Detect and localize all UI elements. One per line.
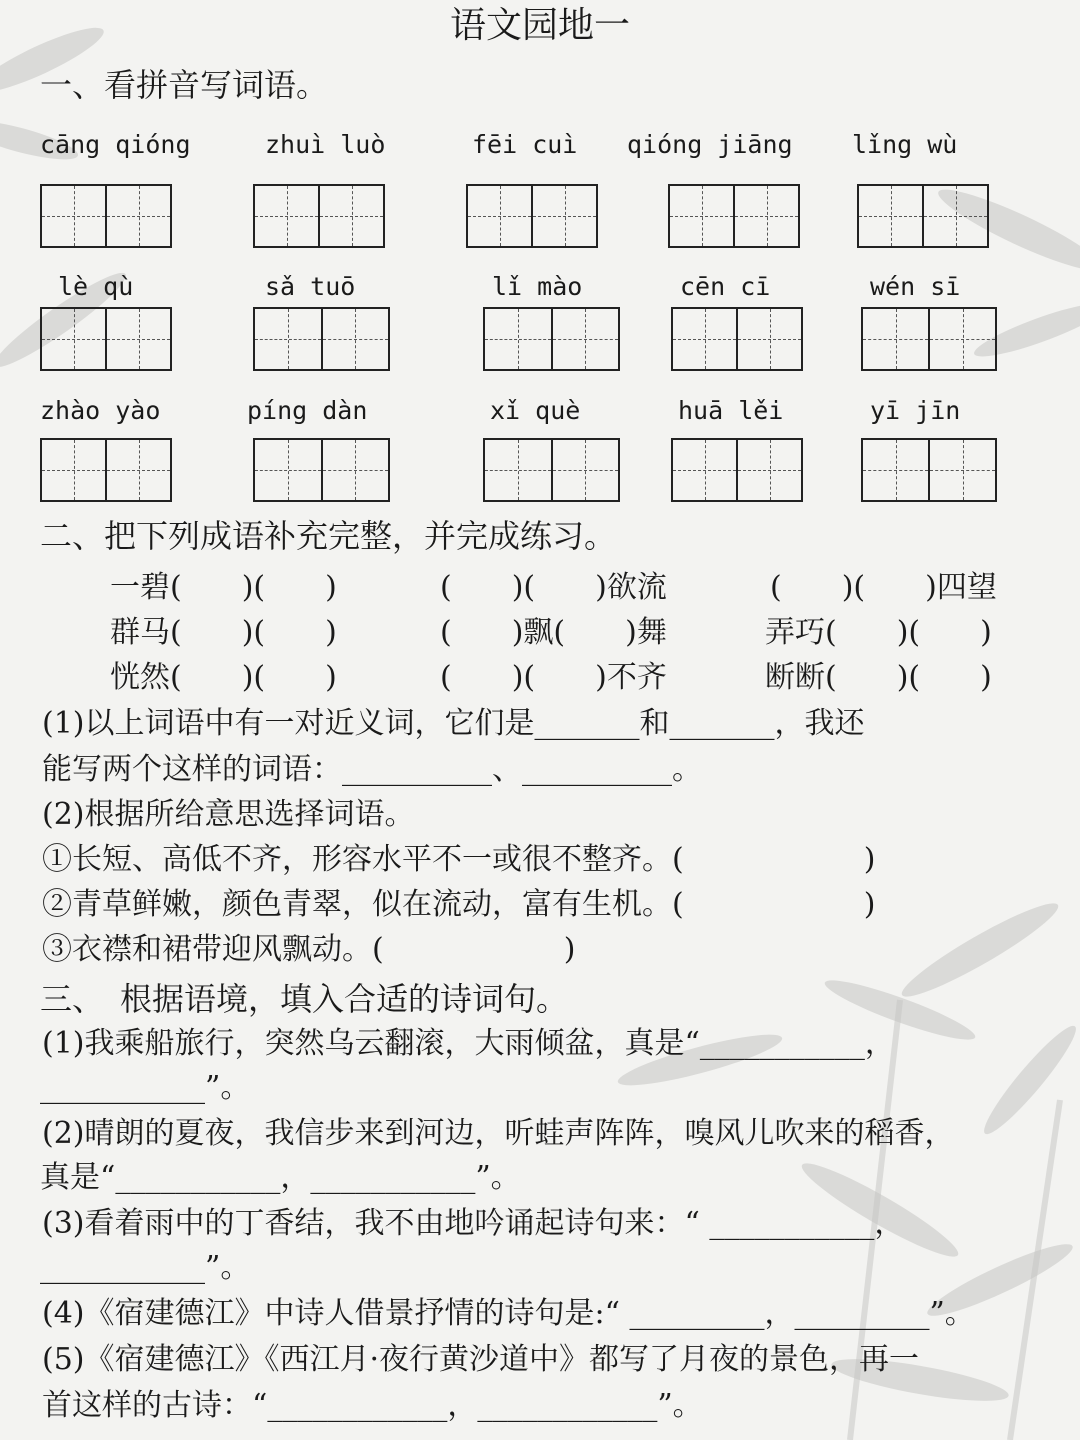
section-2-heading: 二、把下列成语补充完整，并完成练习。 bbox=[40, 517, 617, 555]
writing-grid[interactable] bbox=[861, 438, 997, 502]
writing-grid[interactable] bbox=[668, 184, 800, 248]
writing-grid[interactable] bbox=[483, 438, 620, 502]
pinyin-1-3: fēi cuì bbox=[472, 130, 578, 159]
idiom-fill: ( )飘( )舞 bbox=[440, 615, 667, 650]
pinyin-2-4: cēn cī bbox=[680, 272, 771, 301]
writing-grid[interactable] bbox=[253, 184, 385, 248]
question-line: ②青草鲜嫩，颜色青翠，似在流动，富有生机。( ) bbox=[42, 887, 876, 922]
question-line: (1)以上词语中有一对近义词，它们是_______和_______，我还 bbox=[42, 706, 865, 741]
idiom-fill: 一碧( )( ) bbox=[110, 570, 337, 605]
section-1-heading: 一、看拼音写词语。 bbox=[40, 66, 329, 104]
pinyin-3-4: huā lěi bbox=[678, 396, 784, 425]
idiom-fill: ( )( )不齐 bbox=[440, 660, 667, 695]
pinyin-1-1: cāng qióng bbox=[40, 130, 191, 159]
question-line: (1)我乘船旅行，突然乌云翻滚，大雨倾盆，真是“___________， bbox=[42, 1026, 895, 1061]
section-3-heading: 三、 根据语境，填入合适的诗词句。 bbox=[40, 980, 569, 1018]
writing-grid[interactable] bbox=[857, 184, 989, 248]
pinyin-3-2: píng dàn bbox=[247, 396, 368, 425]
pinyin-1-4: qióng jiāng bbox=[627, 130, 793, 159]
idiom-fill: 恍然( )( ) bbox=[110, 660, 337, 695]
question-line: 首这样的古诗：“____________，____________”。 bbox=[42, 1388, 703, 1423]
pinyin-3-3: xǐ què bbox=[490, 396, 581, 425]
writing-grid[interactable] bbox=[40, 184, 172, 248]
idiom-fill: 断断( )( ) bbox=[765, 660, 992, 695]
writing-grid[interactable] bbox=[466, 184, 598, 248]
question-line: (3)看着雨中的丁香结，我不由地吟诵起诗句来：“ ___________， bbox=[42, 1206, 905, 1241]
page-title: 语文园地一 bbox=[449, 5, 630, 46]
idiom-fill: 群马( )( ) bbox=[110, 615, 337, 650]
pinyin-2-3: lǐ mào bbox=[492, 272, 583, 301]
pinyin-3-5: yī jīn bbox=[870, 396, 961, 425]
question-line: ___________”。 bbox=[40, 1250, 251, 1285]
idiom-fill: ( )( )欲流 bbox=[440, 570, 667, 605]
pinyin-2-1: lè qù bbox=[58, 272, 134, 301]
writing-grid[interactable] bbox=[253, 307, 390, 371]
question-line: (4)《宿建德江》中诗人借景抒情的诗句是:“ _________，_________”。 bbox=[42, 1296, 975, 1331]
question-line: ③衣襟和裙带迎风飘动。( ) bbox=[42, 932, 576, 967]
pinyin-2-2: sǎ tuō bbox=[265, 272, 356, 301]
question-line: 能写两个这样的词语：__________、__________。 bbox=[42, 752, 702, 787]
question-line: ___________”。 bbox=[40, 1070, 251, 1105]
writing-grid[interactable] bbox=[483, 307, 620, 371]
pinyin-2-5: wén sī bbox=[870, 272, 961, 301]
pinyin-3-1: zhào yào bbox=[40, 396, 161, 425]
question-line: (5)《宿建德江》《西江月·夜行黄沙道中》都写了月夜的景色，再一 bbox=[42, 1342, 920, 1377]
question-line: (2)根据所给意思选择词语。 bbox=[42, 797, 415, 832]
question-line: (2)晴朗的夏夜，我信步来到河边，听蛙声阵阵，嗅风儿吹来的稻香， bbox=[42, 1116, 955, 1151]
writing-grid[interactable] bbox=[861, 307, 997, 371]
question-line: ①长短、高低不齐，形容水平不一或很不整齐。( ) bbox=[42, 842, 876, 877]
pinyin-1-5: lǐng wù bbox=[852, 130, 958, 159]
writing-grid[interactable] bbox=[40, 438, 172, 502]
writing-grid[interactable] bbox=[671, 307, 803, 371]
question-line: 真是“___________，___________”。 bbox=[40, 1160, 521, 1195]
writing-grid[interactable] bbox=[40, 307, 172, 371]
idiom-fill: ( )( )四望 bbox=[770, 570, 997, 605]
pinyin-1-2: zhuì luò bbox=[265, 130, 386, 159]
writing-grid[interactable] bbox=[253, 438, 390, 502]
idiom-fill: 弄巧( )( ) bbox=[765, 615, 992, 650]
writing-grid[interactable] bbox=[671, 438, 803, 502]
